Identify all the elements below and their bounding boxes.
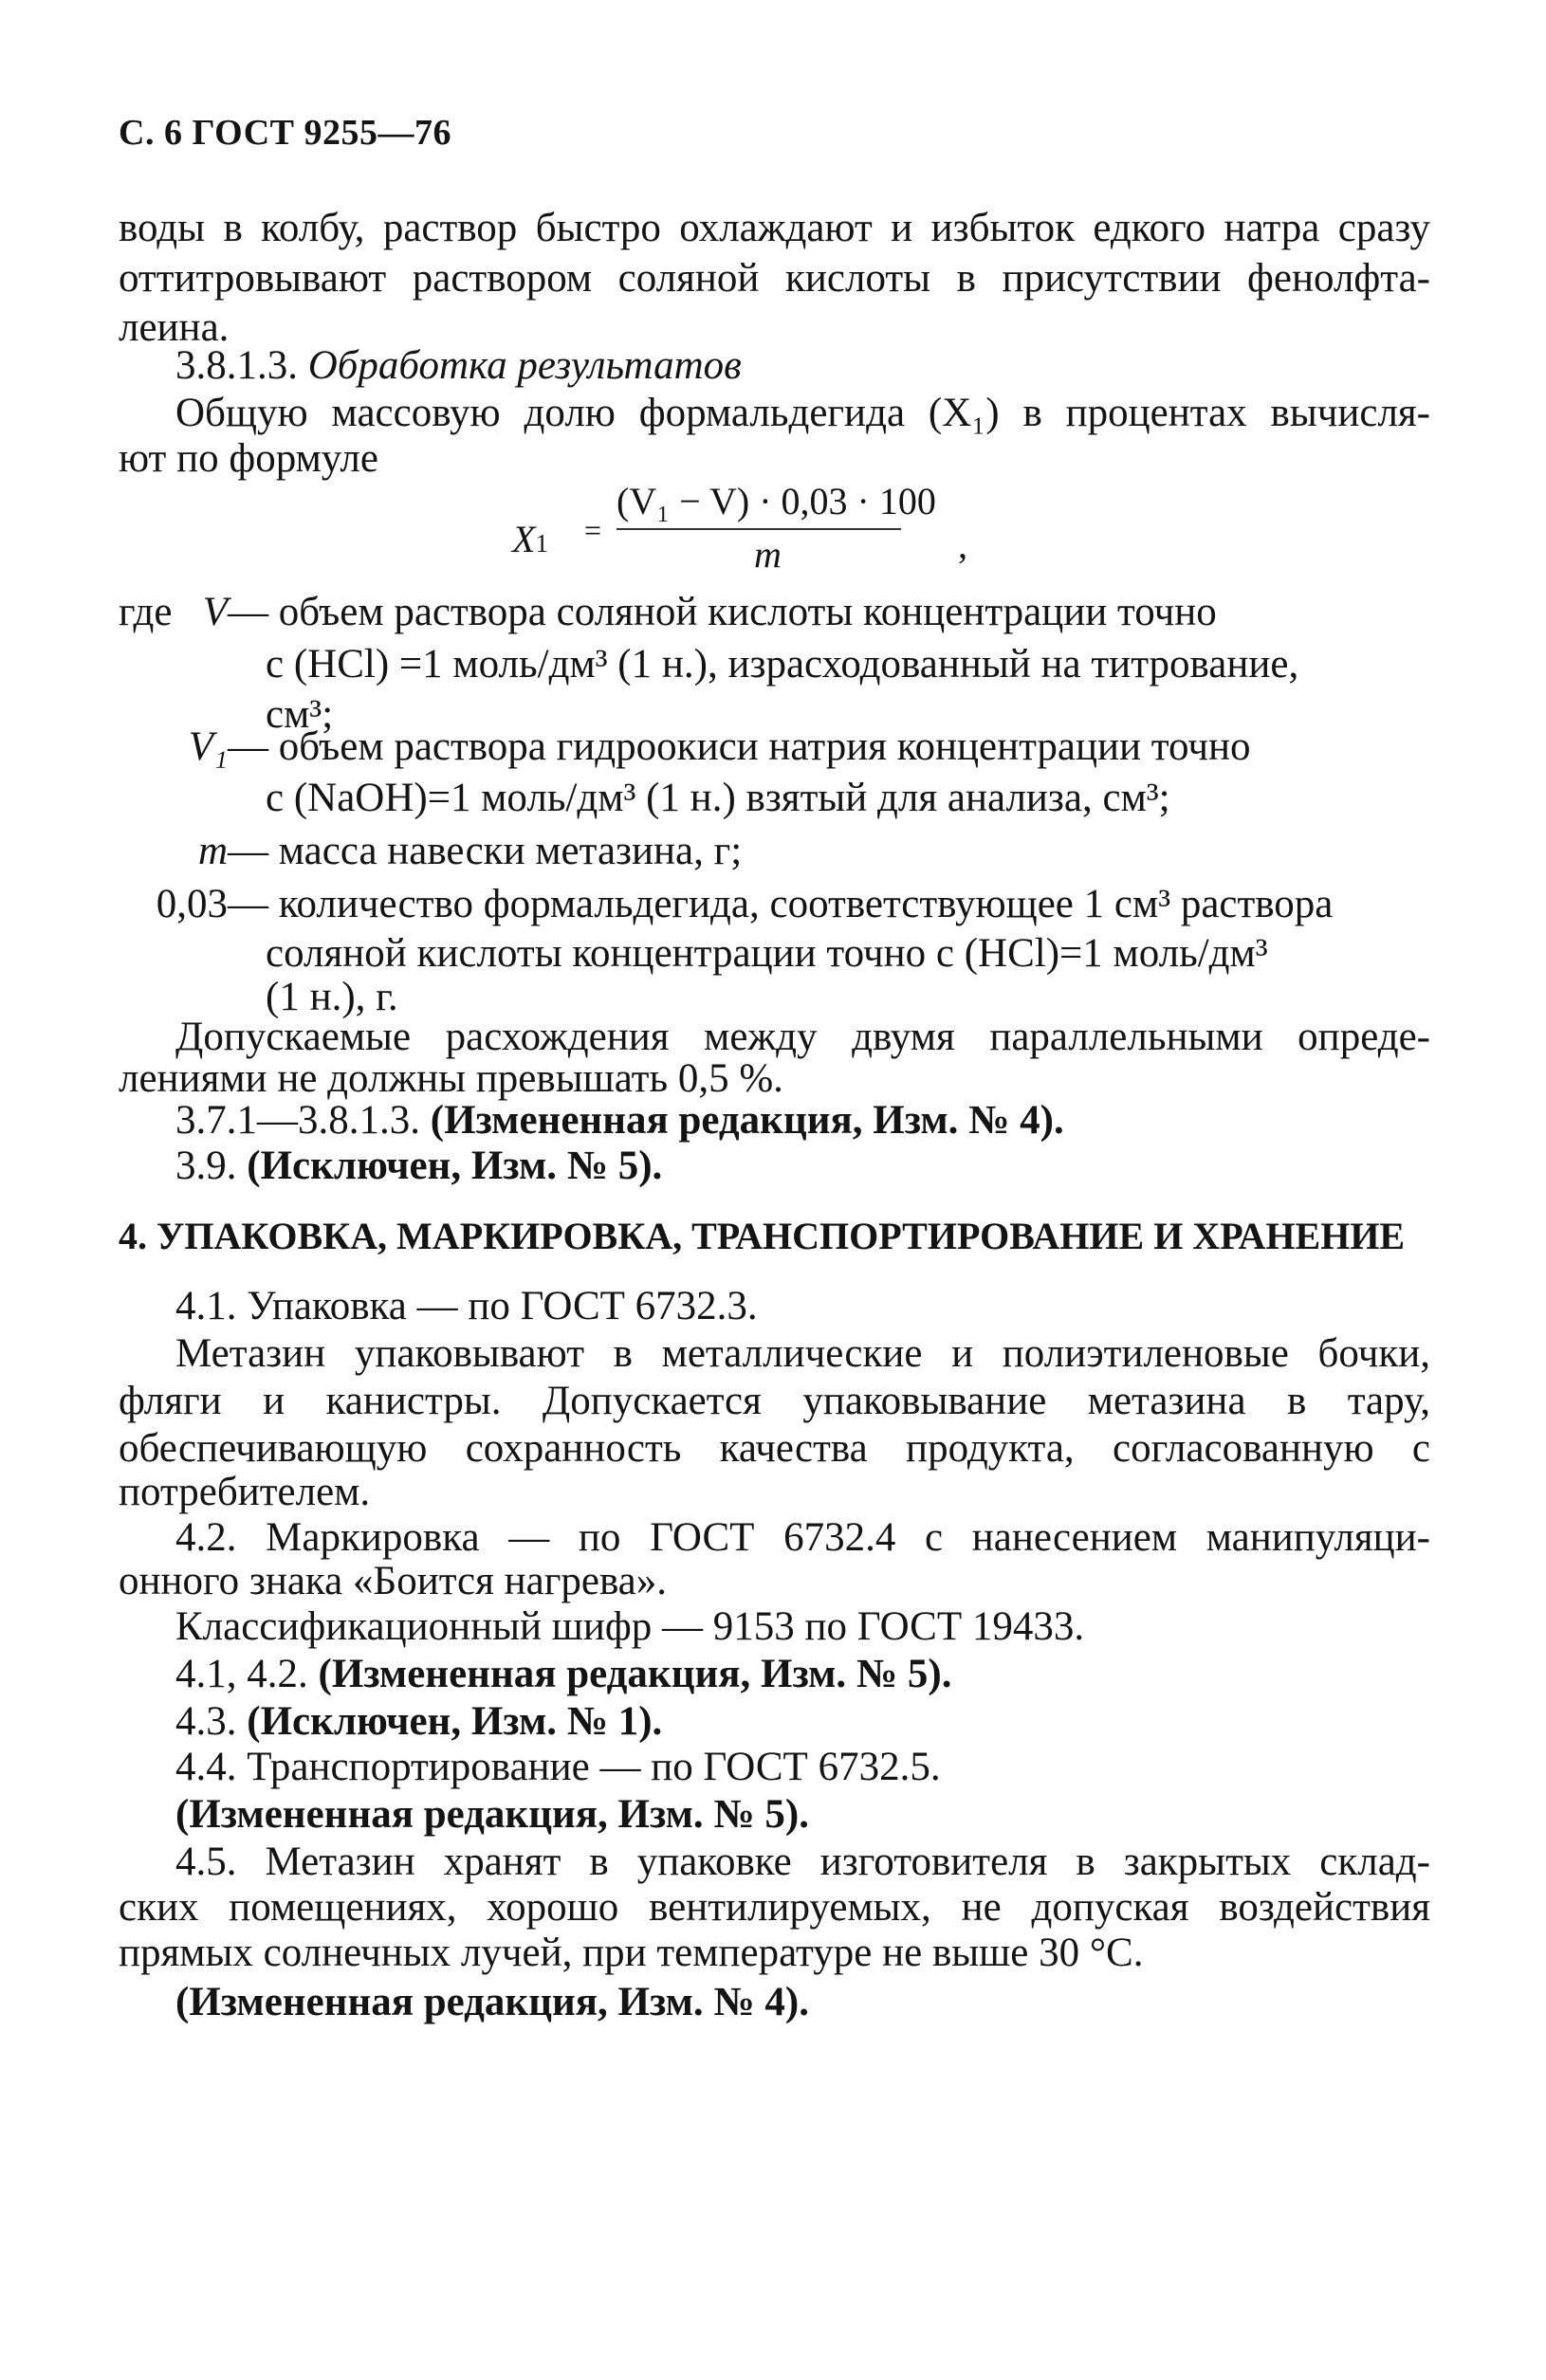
clause-range: 3.7.1—3.8.1.3. xyxy=(175,1098,420,1143)
clause-line: 4.5. Метазин хранят в упаковке изготовителя в закрытых склад- xyxy=(175,1840,1430,1884)
legend-term: V xyxy=(202,590,228,634)
formula-comma: , xyxy=(958,523,967,566)
clause-number: 4.3. xyxy=(175,1699,237,1744)
legend-line: (1 н.), г. xyxy=(266,975,398,1019)
clause-number: 3.8.1.3. xyxy=(175,343,298,388)
body-line: потребителем. xyxy=(119,1470,371,1514)
body-line: онного знака «Боится нагрева». xyxy=(119,1559,668,1603)
body-line: прямых солнечных лучей, при температуре не выше 30 °С. xyxy=(119,1931,1144,1975)
legend-term: 0,03 xyxy=(156,882,228,926)
amendment-line xyxy=(175,1650,951,1699)
clause-line: 4.2. Маркировка — по ГОСТ 6732.4 с нанесением манипуляци- xyxy=(175,1515,1430,1560)
body-line: леина. xyxy=(119,305,230,350)
legend-term: m xyxy=(197,829,228,873)
amendment-line xyxy=(175,1697,662,1747)
legend-line: с (HCl) =1 моль/дм³ (1 н.), израсходованный на титрование, xyxy=(266,642,1299,687)
legend-line: — количество формальдегида, соответствующее 1 см³ раствора xyxy=(228,882,1334,926)
amendment-note: (Исключен, Изм. № 5). xyxy=(247,1144,663,1188)
clause-title: Обработка результатов xyxy=(307,343,742,388)
body-line: Метазин упаковывают в металлические и полиэтиленовые бочки, xyxy=(175,1331,1430,1376)
formula-lhs: X1 xyxy=(512,518,548,560)
amendment-note: (Измененная редакция, Изм. № 5). xyxy=(318,1652,952,1696)
amendment-line xyxy=(175,1142,662,1191)
clause-line: 4.1. Упаковка — по ГОСТ 6732.3. xyxy=(175,1284,758,1328)
amendment-note: (Измененная редакция, Изм. № 4). xyxy=(430,1098,1064,1143)
formula xyxy=(512,479,1043,583)
formula-numerator: (V₁ − V) · 0,03 · 100 xyxy=(617,480,936,522)
body-line: Допускаемые расхождения между двумя параллельными опреде- xyxy=(175,1015,1430,1059)
amendment-note: (Исключен, Изм. № 1). xyxy=(247,1699,663,1744)
body-line: фляги и канистры. Допускается упаковывание метазина в тару, xyxy=(119,1379,1430,1423)
body-line: обеспечивающую сохранность качества продукта, согласованную с xyxy=(119,1426,1430,1471)
legend-line: — объем раствора гидроокиси натрия концентрации точно xyxy=(228,724,1251,769)
body-line: воды в колбу, раствор быстро охлаждают и избыток едкого натра сразу xyxy=(119,206,1430,250)
clause-number: 3.9. xyxy=(175,1144,237,1188)
legend-line: — объем раствора соляной кислоты концентрации точно xyxy=(228,590,1217,634)
amendment-note: (Измененная редакция, Изм. № 5). xyxy=(175,1792,809,1837)
body-line: ских помещениях, хорошо вентилируемых, не допуская воздействия xyxy=(119,1885,1430,1930)
formula-denominator: m xyxy=(754,533,782,576)
legend-line: — масса навески метазина, г; xyxy=(228,829,743,873)
fraction-bar xyxy=(617,528,901,530)
body-line: лениями не должны превышать 0,5 %. xyxy=(119,1056,783,1101)
clause-range: 4.1, 4.2. xyxy=(175,1652,308,1696)
amendment-note: (Измененная редакция, Изм. № 4). xyxy=(175,1980,809,2024)
legend-term: V₁ xyxy=(188,724,228,769)
legend-line: соляной кислоты концентрации точно с (HCl)=1 моль/дм³ xyxy=(266,931,1268,976)
legend-line: с (NaOH)=1 моль/дм³ (1 н.) взятый для анализа, см³; xyxy=(266,776,1170,820)
body-line: оттитровывают раствором соляной кислоты в присутствии фенолфта- xyxy=(119,256,1430,301)
legend-intro: где xyxy=(119,590,173,634)
page-header: С. 6 ГОСТ 9255—76 xyxy=(119,113,451,153)
formula-equals: = xyxy=(584,513,602,547)
body-line: ют по формуле xyxy=(119,436,378,481)
body-line: Общую массовую долю формальдегида (X₁) в процентах вычисля- xyxy=(175,391,1430,435)
clause-heading xyxy=(175,341,742,391)
legend-line: см³; xyxy=(266,692,334,737)
amendment-line xyxy=(175,1096,1064,1145)
section-title: 4. УПАКОВКА, МАРКИРОВКА, ТРАНСПОРТИРОВАНИЕ И ХРАНЕНИЕ xyxy=(119,1215,1406,1257)
clause-line: 4.4. Транспортирование — по ГОСТ 6732.5. xyxy=(175,1745,941,1789)
body-line: Классификационный шифр — 9153 по ГОСТ 19433. xyxy=(175,1604,1085,1649)
